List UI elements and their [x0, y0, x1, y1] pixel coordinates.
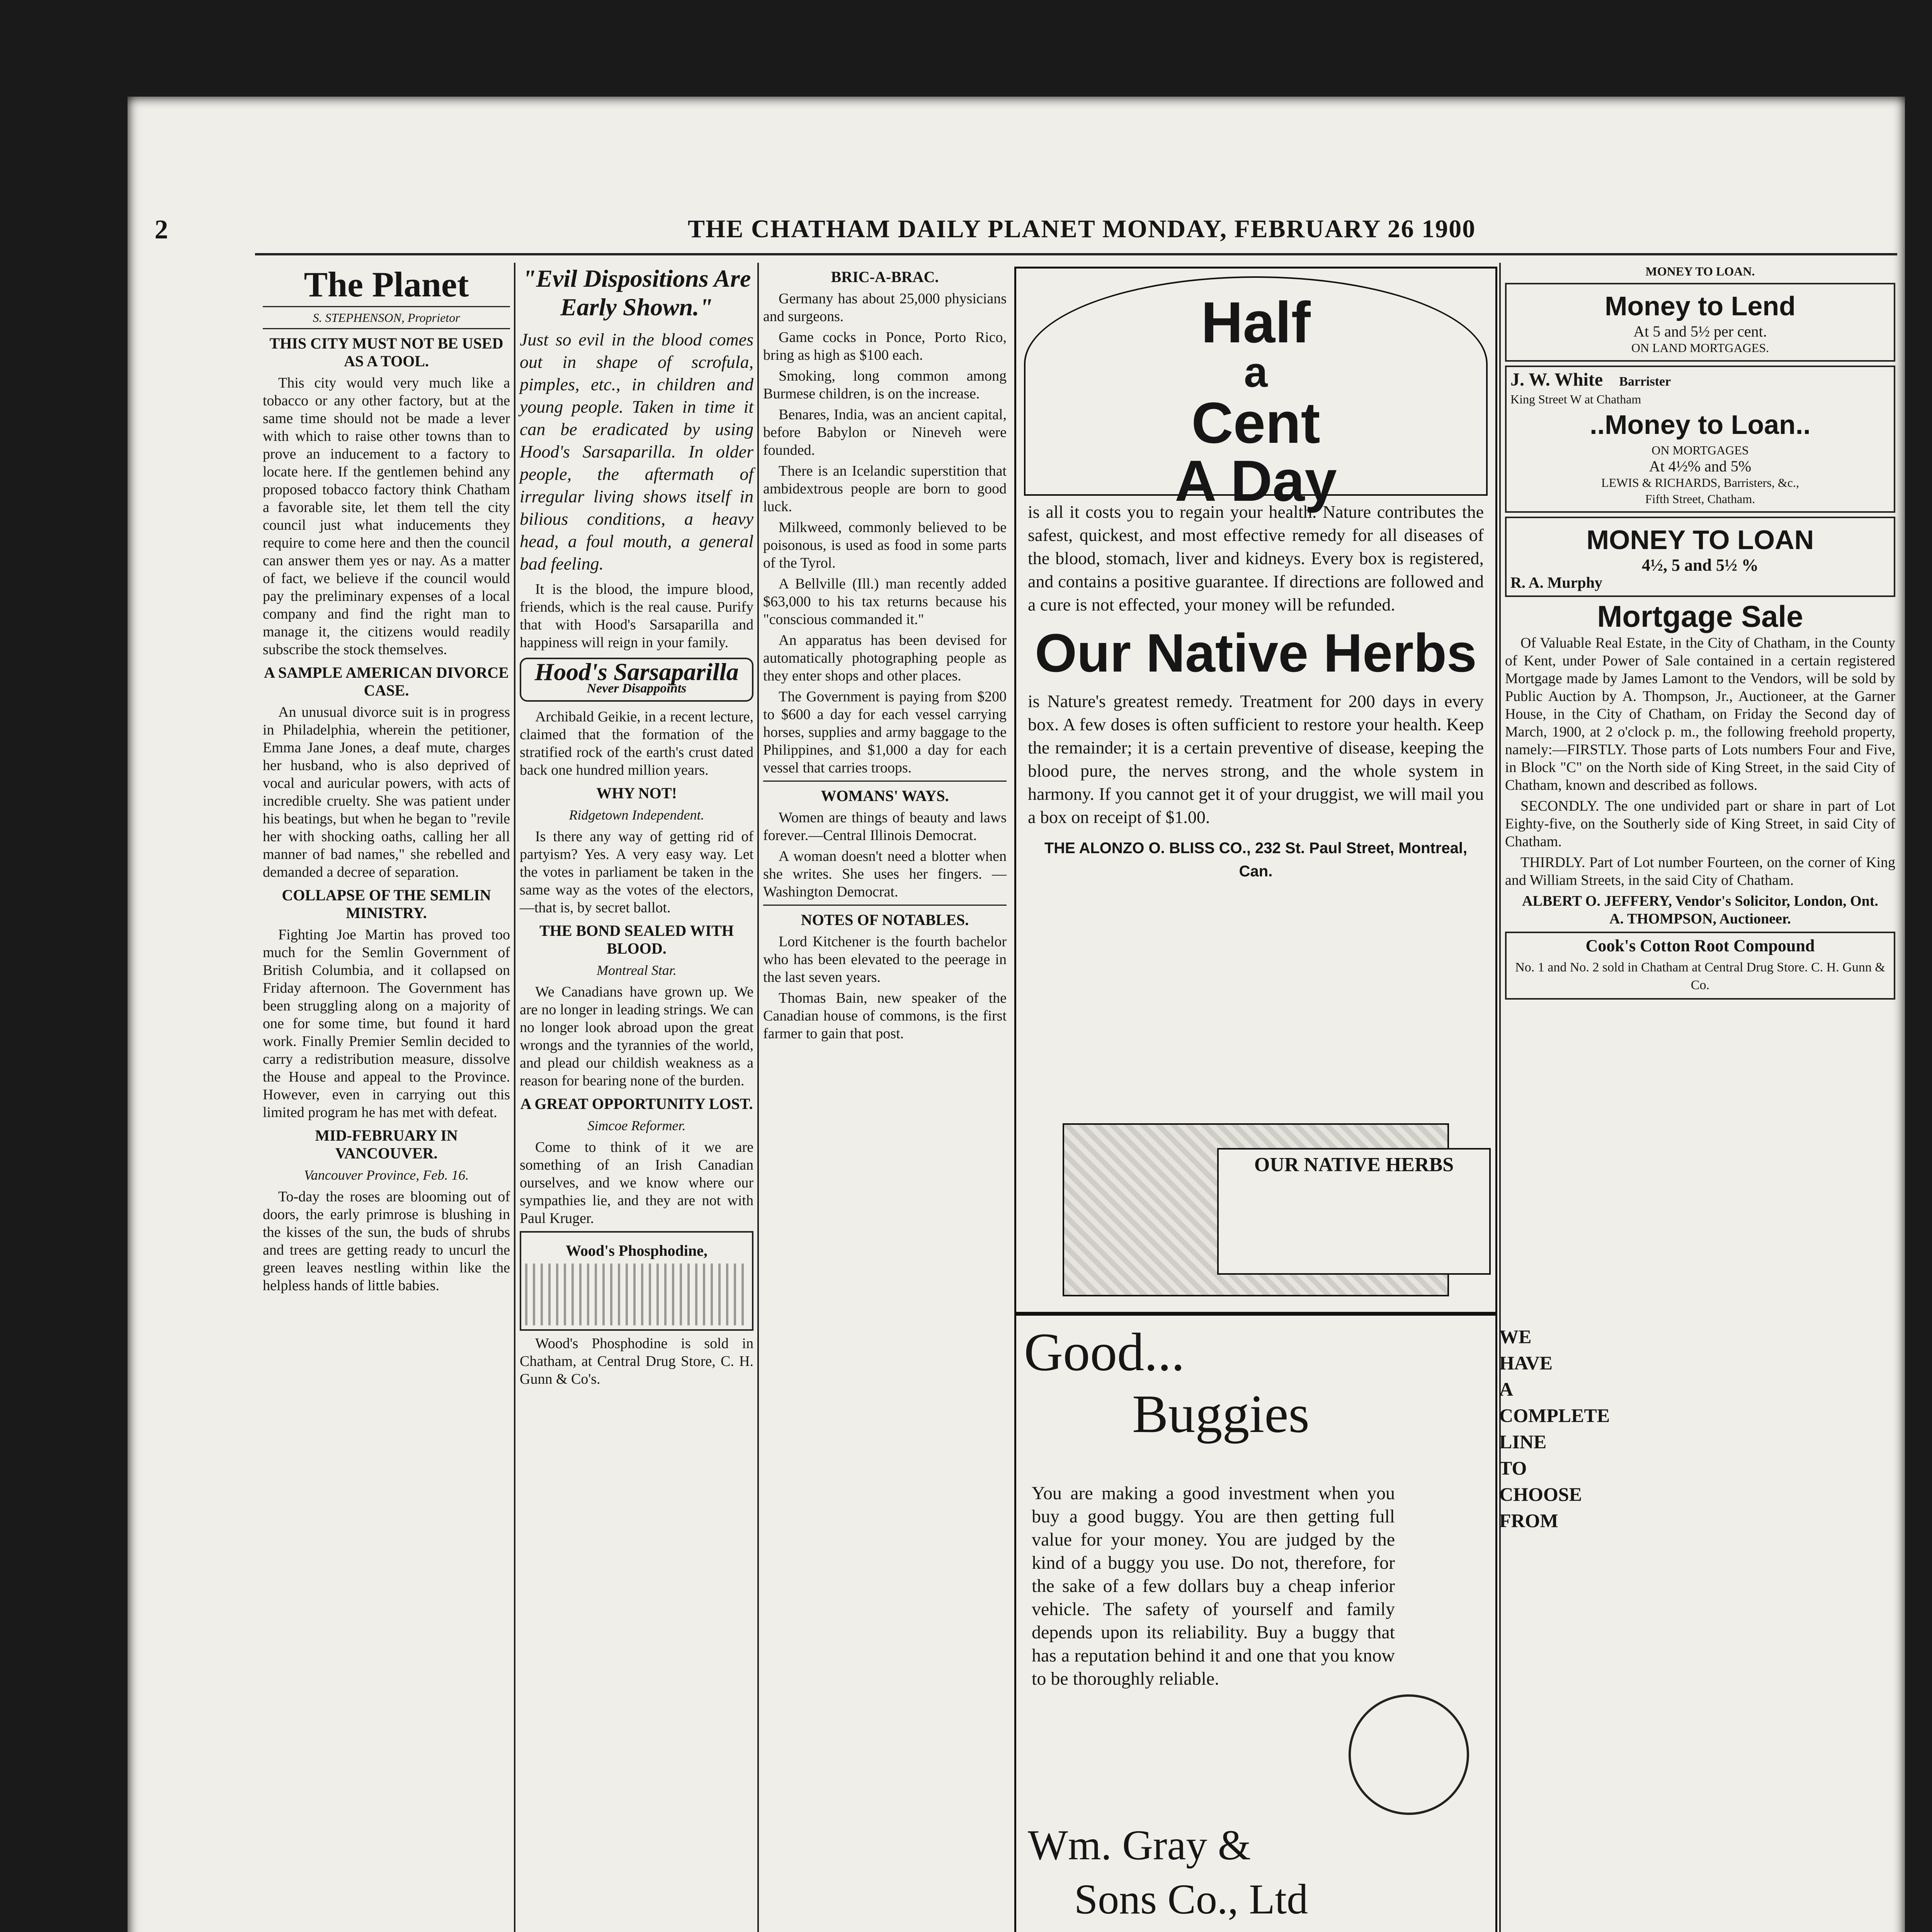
- ad-line: [1510, 371, 1890, 391]
- article-text: We Canadians have grown up. We are no longer in leading strings. We can no longer look abroad upon the great wrongs and the tyrannies of the world, and plead our childish weakness as a reason for bearing none of the burden.: [520, 984, 753, 1089]
- wheel-icon: [1349, 1694, 1469, 1815]
- column-hoods-ad: [520, 263, 753, 1932]
- article-text: It is the blood, the impure blood, friends, which is the real cause. Purify that with Hood's Sarsaparilla and happiness will reign in your family.: [520, 581, 753, 651]
- ad-text: 4½, 5 and 5½ %: [1642, 556, 1759, 575]
- ad-title: Money to Lend: [1605, 291, 1796, 321]
- masthead-title: THE CHATHAM DAILY PLANET MONDAY, FEBRUARY 26 1900: [688, 215, 1476, 243]
- side-word: HAVE: [1499, 1352, 1553, 1374]
- money-to-lend-ad: [1505, 283, 1895, 362]
- article-source: Montreal Star.: [597, 963, 677, 978]
- article-text: Come to think of it we are something of an Irish Canadian ourselves, and we know where our sympathies lie, and they are not with Paul Kruger.: [520, 1139, 753, 1226]
- article-text: Archibald Geikie, in a recent lecture, claimed that the formation of the stratified rock of the earth's crust dated back one hundred million years.: [520, 709, 753, 778]
- column-header: MONEY TO LOAN.: [1645, 264, 1755, 278]
- side-word: COMPLETE: [1499, 1405, 1610, 1426]
- ad-text: ON LAND MORTGAGES.: [1631, 341, 1769, 355]
- buggies-ad: [1014, 1314, 1610, 1932]
- article-source: Simcoe Reformer.: [587, 1118, 686, 1133]
- side-word: CHOOSE: [1499, 1483, 1582, 1505]
- item-text: Thomas Bain, new speaker of the Canadian house of commons, is the first farmer to gain that post.: [763, 990, 1007, 1042]
- byline: S. STEPHENSON, Proprietor: [263, 306, 510, 329]
- article-heading: THE BOND SEALED WITH BLOOD.: [539, 922, 734, 957]
- section-title: The Planet: [304, 265, 469, 304]
- cotton-root-ad: [1505, 932, 1895, 1000]
- side-word: TO: [1499, 1457, 1527, 1479]
- side-word: FROM: [1499, 1510, 1558, 1531]
- ad-title: ..Money to Loan..: [1590, 410, 1811, 440]
- ad-address: King Street W at Chatham: [1510, 392, 1641, 406]
- column-rule: [514, 263, 515, 1932]
- item-text: The Government is paying from $200 to $600 a day for each vessel carrying horses, supplies and army baggage to the Philippines, and $1,000 a day for each vessel that carries troops.: [763, 689, 1007, 776]
- item-text: A Bellville (Ill.) man recently added $63,000 to his tax returns because his "conscious commanded it.": [763, 576, 1007, 628]
- item-text: Germany has about 25,000 physicians and surgeons.: [763, 291, 1007, 325]
- package-illustration: [1063, 1123, 1454, 1296]
- hoods-logo: [520, 658, 753, 702]
- item-text: Milkweed, commonly believed to be poisonous, is used as food in some parts of the Tyrol.: [763, 519, 1007, 571]
- ad-title: Cook's Cotton Root Compound: [1585, 936, 1815, 955]
- column-bric-a-brac: [763, 263, 1007, 1932]
- article-source: Vancouver Province, Feb. 16.: [304, 1167, 469, 1183]
- article-heading: WHY NOT!: [596, 784, 677, 802]
- side-word: LINE: [1499, 1431, 1547, 1452]
- column-rule: [1499, 263, 1501, 1932]
- company-name: [1028, 1818, 1308, 1926]
- brand-name: Our Native Herbs: [1035, 622, 1477, 683]
- ad-text: ON MORTGAGES: [1651, 443, 1749, 457]
- company-line: Sons Co., Ltd: [1074, 1876, 1308, 1923]
- logo-text: Hood's Sarsaparilla: [534, 658, 739, 685]
- logo-subtext: Never Disappoints: [587, 681, 687, 696]
- ad-text: At 4½% and 5%: [1649, 457, 1752, 475]
- ad-headline: "Evil Dispositions Are Early Shown.": [522, 265, 751, 321]
- notice-text: SECONDLY. The one undivided part or share in part of Lot Eighty-five, on the Southerly side of King Street, in said City of Chatham.: [1505, 798, 1895, 850]
- headline: Cent: [1191, 390, 1320, 455]
- article-heading: Mortgage Sale: [1597, 599, 1803, 633]
- article-heading: MID-FEBRUARY IN VANCOUVER.: [315, 1127, 458, 1162]
- phosphodine-ad: [520, 1231, 753, 1331]
- side-word: A: [1499, 1378, 1514, 1400]
- article-heading: A SAMPLE AMERICAN DIVORCE CASE.: [264, 664, 509, 699]
- jw-white-ad: [1505, 366, 1895, 513]
- ad-body: Just so evil in the blood comes out in shape of scrofula, pimples, etc., in children and young people. Taken in time it can be eradicated by using Hood's Sarsaparilla. In older people, the aftermath of irregular living shows itself in bilious conditions, a heavy head, a foul mouth, a general bad feeling.: [520, 330, 753, 573]
- column-rule: [757, 263, 759, 1932]
- item-text: There is an Icelandic superstition that ambidextrous people are born to good luck.: [763, 463, 1007, 515]
- article-text: An unusual divorce suit is in progress in Philadelphia, wherein the petitioner, Emma Jane Jones, a deaf mute, charges her husband, who is also deprived of vocal and auricular powers, with acts of incredible cruelty. She was patient under his beatings, but when he began to "revile her with shocking oaths, calling her all manner of bad names," she rebelled and demanded a decree of separation.: [263, 704, 510, 880]
- murphy-ad: [1505, 517, 1895, 597]
- item-text: A woman doesn't need a blotter when she writes. She uses her fingers. —Washington Democrat.: [763, 848, 1007, 900]
- column-the-planet: [263, 263, 510, 1932]
- signature: ALBERT O. JEFFERY, Vendor's Solicitor, London, Ont.: [1522, 893, 1878, 909]
- item-text: Game cocks in Ponce, Porto Rico, bring as high as $100 each.: [763, 329, 1007, 363]
- ad-body: You are making a good investment when you buy a good buggy. You are then getting full value for your money. You are judged by the kind of a buggy you use. Do not, therefore, for the sake of a few dollars buy a cheap inferior vehicle. The safety of yourself and family depends upon its reliability. Buy a buggy that has a reputation behind it and one that you know to be thoroughly reliable.: [1032, 1483, 1395, 1689]
- company-address: THE ALONZO O. BLISS CO., 232 St. Paul Street, Montreal, Can.: [1044, 840, 1468, 880]
- ad-text: LEWIS & RICHARDS, Barristers, &c.,: [1601, 476, 1799, 490]
- ad-title: Wood's Phosphodine,: [566, 1242, 707, 1259]
- ad-text: At 5 and 5½ per cent.: [1633, 323, 1767, 340]
- article-source: Ridgetown Independent.: [569, 807, 704, 823]
- ad-text: is Nature's greatest remedy. Treatment for 200 days in every box. A few doses is often sufficient to restore your health. Keep the remainder; it is a certain preventive of disease, keeping the blood pure, the nerves strong, and the whole system in harmony. If you cannot get it of your druggist, we will mail you a box on receipt of $1.00.: [1028, 691, 1484, 827]
- ad-text: is all it costs you to regain your health. Nature contributes the safest, quickest, and most effective remedy for all diseases of the blood, stomach, liver and kidneys. Every box is registered, and contains a positive guarantee. If directions are followed and a cure is not effected, your money will be refunded.: [1028, 502, 1484, 614]
- item-text: An apparatus has been devised for automatically photographing people as they enter shops and other places.: [763, 632, 1007, 684]
- article-heading: A GREAT OPPORTUNITY LOST.: [520, 1095, 753, 1112]
- ad-title: MONEY TO LOAN: [1586, 525, 1814, 555]
- notice-text: Of Valuable Real Estate, in the City of Chatham, in the County of Kent, under Power of Sale contained in a certain registered Mortgage made by James Lamont to the Vendors, will be sold by Public Auction by A. Thompson, Jr., Auctioneer, at the Garner House, in the City of Chatham, on Friday the Second day of March, 1900, at 2 o'clock p. m., the following freehold property, namely:—FIRSTLY. Those parts of Lots numbers Four and Five, in Block "C" on the North side of King Street, in the said City of Chatham, known and described as follows.: [1505, 635, 1895, 793]
- article-text: Wood's Phosphodine is sold in Chatham, at Central Drug Store, C. H. Gunn & Co's.: [520, 1335, 753, 1387]
- article-heading: NOTES OF NOTABLES.: [801, 911, 969, 929]
- headline: Half: [1201, 290, 1311, 355]
- article-text: This city would very much like a tobacco or any other factory, but at the same time should not be made a lever with which to raise other towns than to prove an inducement to a factory to locate here. If the gentlemen behind any proposed tobacco factory think Chatham a favorable site, let them tell the city council just what inducements they require to come here and then the council can answer them yes or nay. As a matter of fact, we believe if the council would pay the preliminary expenses of a local company and find the right man to manage it, the citizens would readily subscribe the stock themselves.: [263, 375, 510, 658]
- item-text: Women are things of beauty and laws forever.—Central Illinois Democrat.: [763, 810, 1007, 844]
- page-number: 2: [155, 215, 168, 245]
- headline: a: [1244, 349, 1268, 396]
- article-text: Is there any way of getting rid of partyism? Yes. A very easy way. Let the votes in parliament be taken in the same way as the votes of the electors,—that is, by secret ballot.: [520, 828, 753, 916]
- article-heading: COLLAPSE OF THE SEMLIN MINISTRY.: [282, 886, 491, 922]
- item-text: Smoking, long common among Burmese children, is on the increase.: [763, 368, 1007, 402]
- item-text: Benares, India, was an ancient capital, before Babylon or Nineveh were founded.: [763, 406, 1007, 458]
- native-herbs-ad: [1014, 267, 1497, 1314]
- ad-body: [1028, 500, 1484, 883]
- figures-icon: [525, 1264, 748, 1325]
- divider: [763, 781, 1007, 782]
- signature: A. THOMPSON, Auctioneer.: [1609, 911, 1791, 927]
- ad-text: Fifth Street, Chatham.: [1645, 492, 1755, 506]
- headline: Buggies: [1132, 1384, 1310, 1444]
- ad-header: [1024, 276, 1488, 513]
- article-text: Fighting Joe Martin has proved too much for the Semlin Government of British Columbia, and it collapsed on Friday afternoon. The Government has been struggling along on a majority of one for some time, but found it hard work. Finally Premier Semlin decided to carry a redistribution measure, dissolve the House and appeal to the Province. However, even in carrying out this limited program he has met with defeat.: [263, 927, 510, 1121]
- ad-role: Barrister: [1619, 374, 1671, 389]
- package-label: OUR NATIVE HERBS: [1217, 1148, 1491, 1275]
- headline: A Day: [1175, 448, 1337, 513]
- article-text: To-day the roses are blooming out of doors, the early primrose is blushing in the kisses of the sun, the buds of shrubs and trees are getting ready to uncurl the green leaves nestling within like the helpless hands of little babies.: [263, 1189, 510, 1294]
- masthead-rule: [255, 253, 1897, 255]
- notice-text: THIRDLY. Part of Lot number Fourteen, on the corner of King and William Streets, in the said City of Chatham.: [1505, 854, 1895, 888]
- masthead: [155, 214, 1893, 249]
- ad-name: R. A. Murphy: [1510, 574, 1602, 591]
- headline: Good...: [1024, 1322, 1185, 1382]
- ad-foot: No. 1 and No. 2 sold in Chatham at Central Drug Store. C. H. Gunn & Co.: [1515, 960, 1885, 992]
- side-word: WE: [1499, 1326, 1532, 1347]
- column-money-to-loan: [1505, 263, 1895, 1932]
- ad-name: J. W. White: [1510, 369, 1603, 390]
- article-heading: THIS CITY MUST NOT BE USED AS A TOOL.: [269, 335, 503, 370]
- divider: [763, 905, 1007, 906]
- company-line: Wm. Gray &: [1028, 1821, 1251, 1869]
- article-heading: BRIC-A-BRAC.: [831, 268, 939, 286]
- item-text: Lord Kitchener is the fourth bachelor who has been elevated to the peerage in the last seven years.: [763, 934, 1007, 985]
- article-heading: WOMANS' WAYS.: [821, 787, 949, 804]
